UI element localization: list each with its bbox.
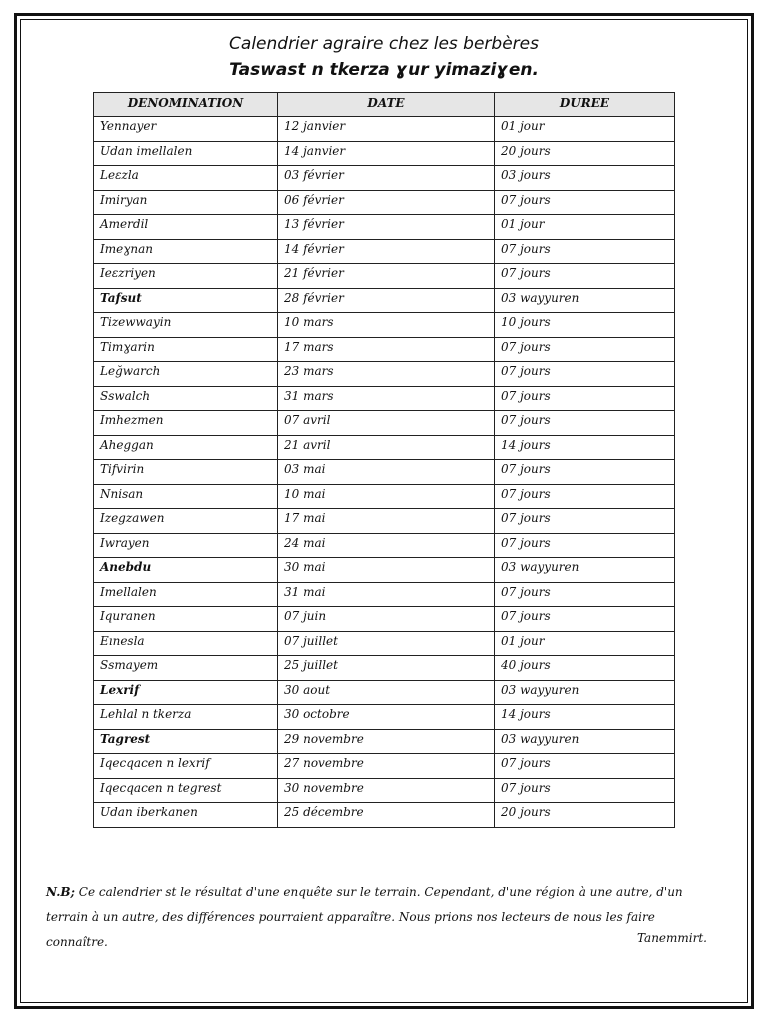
cell-date: 27 novembre <box>278 754 495 779</box>
cell-duree: 07 jours <box>495 533 675 558</box>
cell-date: 28 février <box>278 288 495 313</box>
table-row <box>94 803 675 828</box>
cell-date: 17 mars <box>278 337 495 362</box>
cell-date: 14 février <box>278 239 495 264</box>
cell-denomination: Tagrest <box>94 729 278 754</box>
header-date: DATE <box>278 93 495 117</box>
cell-date: 25 décembre <box>278 803 495 828</box>
cell-duree: 10 jours <box>495 313 675 338</box>
cell-denomination: Imiryan <box>94 190 278 215</box>
table-row <box>94 362 675 387</box>
cell-duree: 07 jours <box>495 362 675 387</box>
table-row <box>94 558 675 583</box>
cell-date: 23 mars <box>278 362 495 387</box>
cell-denomination: Yennayer <box>94 117 278 142</box>
cell-date: 07 juin <box>278 607 495 632</box>
cell-duree: 20 jours <box>495 803 675 828</box>
cell-date: 14 janvier <box>278 141 495 166</box>
cell-date: 24 mai <box>278 533 495 558</box>
cell-date: 21 avril <box>278 435 495 460</box>
cell-denomination: Ssmayem <box>94 656 278 681</box>
cell-date: 30 mai <box>278 558 495 583</box>
cell-denomination: Timɣarin <box>94 337 278 362</box>
table-row <box>94 215 675 240</box>
table-row <box>94 337 675 362</box>
cell-duree: 01 jour <box>495 215 675 240</box>
cell-duree: 03 wayyuren <box>495 288 675 313</box>
cell-date: 13 février <box>278 215 495 240</box>
cell-denomination: Tifvirin <box>94 460 278 485</box>
table-row <box>94 631 675 656</box>
cell-duree: 03 wayyuren <box>495 680 675 705</box>
table-header-row <box>94 93 675 117</box>
cell-date: 29 novembre <box>278 729 495 754</box>
table-row <box>94 778 675 803</box>
cell-duree: 07 jours <box>495 484 675 509</box>
page-subtitle: Taswast n tkerza ɣur yimaziɣen. <box>229 60 539 80</box>
cell-denomination: Eınesla <box>94 631 278 656</box>
cell-denomination: Imhezmen <box>94 411 278 436</box>
cell-duree: 01 jour <box>495 631 675 656</box>
table-row <box>94 509 675 534</box>
table-row <box>94 729 675 754</box>
cell-denomination: Sswalch <box>94 386 278 411</box>
cell-date: 31 mars <box>278 386 495 411</box>
cell-date: 30 octobre <box>278 705 495 730</box>
cell-date: 12 janvier <box>278 117 495 142</box>
cell-date: 31 mai <box>278 582 495 607</box>
table-row <box>94 264 675 289</box>
table-row <box>94 313 675 338</box>
cell-duree: 07 jours <box>495 411 675 436</box>
cell-denomination: Tizewwayin <box>94 313 278 338</box>
cell-denomination: Leğwarch <box>94 362 278 387</box>
cell-date: 03 mai <box>278 460 495 485</box>
table-row <box>94 754 675 779</box>
cell-denomination: Imellalen <box>94 582 278 607</box>
cell-date: 03 février <box>278 166 495 191</box>
cell-duree: 20 jours <box>495 141 675 166</box>
note-paragraph <box>46 880 718 955</box>
cell-date: 30 aout <box>278 680 495 705</box>
cell-duree: 07 jours <box>495 582 675 607</box>
cell-duree: 07 jours <box>495 778 675 803</box>
table-row <box>94 288 675 313</box>
cell-duree: 07 jours <box>495 607 675 632</box>
cell-duree: 03 jours <box>495 166 675 191</box>
cell-duree: 07 jours <box>495 239 675 264</box>
cell-duree: 07 jours <box>495 386 675 411</box>
cell-duree: 40 jours <box>495 656 675 681</box>
note-label: N.B; <box>46 885 75 899</box>
table-row <box>94 190 675 215</box>
cell-date: 06 février <box>278 190 495 215</box>
table-row <box>94 484 675 509</box>
cell-date: 07 juillet <box>278 631 495 656</box>
cell-denomination: Udan imellalen <box>94 141 278 166</box>
cell-date: 30 novembre <box>278 778 495 803</box>
header-duree: DUREE <box>495 93 675 117</box>
cell-denomination: Iwrayen <box>94 533 278 558</box>
cell-denomination: Amerdil <box>94 215 278 240</box>
table-row <box>94 460 675 485</box>
cell-denomination: Ieɛzriyen <box>94 264 278 289</box>
cell-denomination: Lehlal n tkerza <box>94 705 278 730</box>
cell-denomination: Izegzawen <box>94 509 278 534</box>
cell-duree: 07 jours <box>495 509 675 534</box>
table-row <box>94 117 675 142</box>
table-row <box>94 166 675 191</box>
cell-date: 21 février <box>278 264 495 289</box>
table-row <box>94 680 675 705</box>
table-row <box>94 435 675 460</box>
cell-duree: 14 jours <box>495 435 675 460</box>
cell-duree: 07 jours <box>495 337 675 362</box>
table-row <box>94 386 675 411</box>
cell-duree: 03 wayyuren <box>495 729 675 754</box>
cell-date: 07 avril <box>278 411 495 436</box>
cell-date: 10 mai <box>278 484 495 509</box>
cell-denomination: Udan iberkanen <box>94 803 278 828</box>
calendar-table <box>93 92 675 828</box>
cell-date: 17 mai <box>278 509 495 534</box>
cell-denomination: Iquranen <box>94 607 278 632</box>
cell-denomination: Iqecqacen n tegrest <box>94 778 278 803</box>
cell-duree: 01 jour <box>495 117 675 142</box>
table-row <box>94 607 675 632</box>
cell-denomination: Leɛzla <box>94 166 278 191</box>
cell-duree: 07 jours <box>495 460 675 485</box>
page-title: Calendrier agraire chez les berbères <box>229 34 539 54</box>
cell-duree: 07 jours <box>495 190 675 215</box>
cell-duree: 07 jours <box>495 264 675 289</box>
cell-duree: 14 jours <box>495 705 675 730</box>
cell-denomination: Anebdu <box>94 558 278 583</box>
cell-duree: 03 wayyuren <box>495 558 675 583</box>
table-row <box>94 533 675 558</box>
cell-denomination: Lexrif <box>94 680 278 705</box>
table-row <box>94 141 675 166</box>
table-row <box>94 582 675 607</box>
cell-denomination: Nnisan <box>94 484 278 509</box>
cell-date: 25 juillet <box>278 656 495 681</box>
cell-denomination: Tafsut <box>94 288 278 313</box>
table-row <box>94 239 675 264</box>
cell-denomination: Aheggan <box>94 435 278 460</box>
table-row <box>94 705 675 730</box>
cell-denomination: Iqecqacen n lexrif <box>94 754 278 779</box>
table-row <box>94 656 675 681</box>
table-row <box>94 411 675 436</box>
signature: Tanemmirt. <box>636 931 707 945</box>
note-text: Ce calendrier st le résultat d'une enquête sur le terrain. Cependant, d'une région à une autre, d'un terrain à un autre, des différences pourraient apparaître. Nous prions nos lecteurs de nous les faire connaître. <box>46 885 683 949</box>
cell-date: 10 mars <box>278 313 495 338</box>
header-denomination: DENOMINATION <box>94 93 278 117</box>
calendar-body <box>94 117 675 828</box>
cell-denomination: Imeɣnan <box>94 239 278 264</box>
cell-duree: 07 jours <box>495 754 675 779</box>
